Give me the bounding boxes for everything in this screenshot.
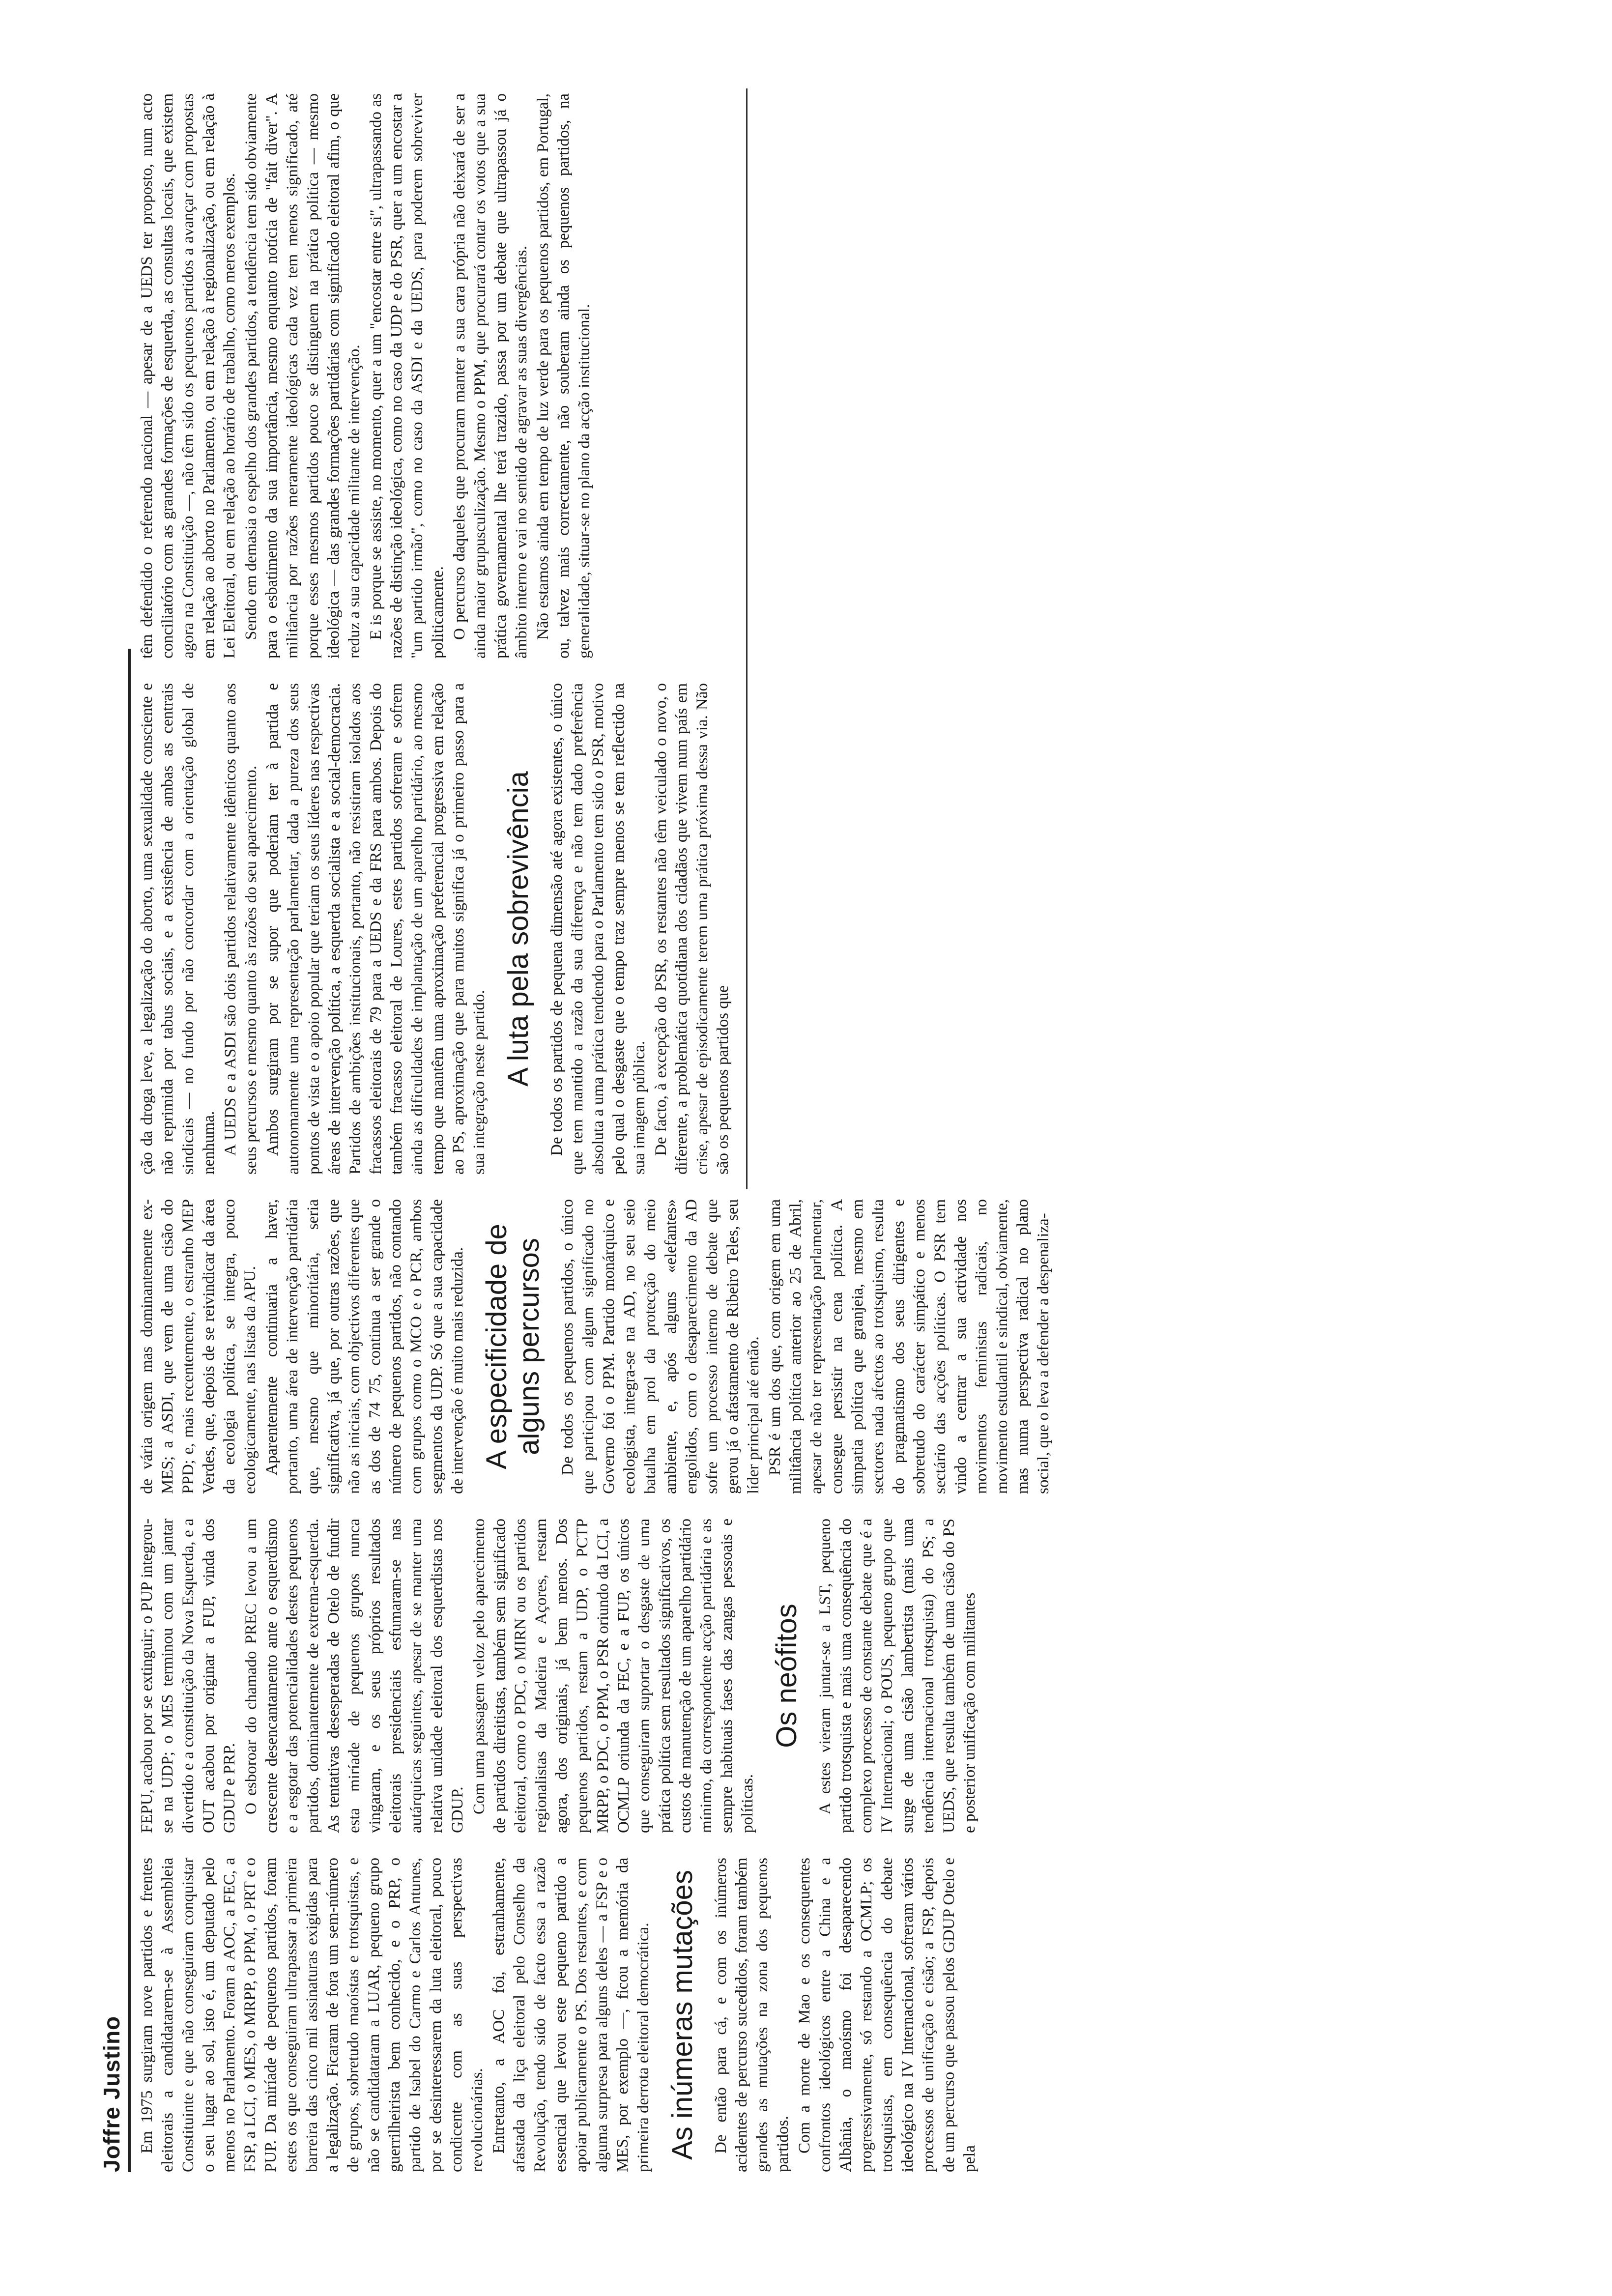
paragraph: têm defendido o referendo nacional — apesar de a UEDS ter proposto, num acto conciliatório com as grandes formações de esquerda, as consultas locais, que existem agora na Constituição —, não têm sido os pequenos partidos a avançar com propostas em relação ao aborto no Parlamento, ou em relação à regionalização, ou em relação à Lei Eleitoral, ou em relação ao horário de trabalho, como meros exemplos. [138,93,238,659]
paragraph: Não estamos ainda em tempo de luz verde para os pequenos partidos, em Portugal, ou, talvez mais correctamente, não souberam ainda os pequenos partidos, na generalidade, situar-se no plano da acção institucional. [534,93,593,659]
column-5 [137,93,756,659]
paragraph: Sendo em demasia o espelho dos grandes partidos, a tendência tem sido obviamente para o esbatimento da sua importância, mesmo enquanto notícia de "fait diver". A militância por razões meramente ideológicas cada vez tem menos significado, até porque esses mesmos partidos pouco se distinguem na prática política — mesmo ideológica — das grandes formações partidárias com significado eleitoral afim, o que reduz a sua capacidade militante de intervenção. [242,93,363,659]
heading-sobrevivencia: A luta pela sobrevivência [502,771,534,1087]
paragraph: Com uma passagem veloz pelo aparecimento de partidos direitistas, também sem significado eleitoral, como o PDC, o MIRN ou os partidos regionalistas da Madeira e Açores, restam agora, dos originais, já bem menos. Dos pequenos partidos, restam a UDP, o PCTP MRPP, o PDC, o PPM, o PSR oriundo da LCI, a OCMLP oriunda da FEC, e a FUP, os únicos que conseguiram suportar o desgaste de uma prática política sem resultados significativos, os custos de manutenção de um aparelho partidário mínimo, da correspondente acção partidária e as sempre habituais fases das zangas pessoais e políticas. [470,1519,756,1833]
heading-mutacoes: As inúmeras mutações [666,1870,698,2160]
paragraph: Com a morte de Mao e os consequentes confrontos ideológicos entre a China e a Albânia, o maoísmo foi desaparecendo progressivamente, só restando a OCMLP; os trotsquistas, em consequência do debate ideológico na IV Internacional, sofreram vários processos de unificação e cisão; a FSP, depois de um percurso que passou pelos GDUP Otelo e pela [796,1858,979,2172]
column-4 [137,683,741,1175]
paragraph: O esboroar do chamado PREC levou a um crescente desencantamento ante o esquerdismo e a esgotar das potencialidades destes pequenos partidos, dominantemente de extrema-esquerda. As tentativas desesperadas de Otelo de fundir esta miríade de pequenos grupos nunca vingaram, e os seus próprios resultados eleitorais presidenciais esfumaram-se nas autárquicas seguintes, apesar de se manter uma relativa unidade eleitoral dos esquerdistas nos GDUP. [242,1519,466,1833]
paragraph: Entretanto, a AOC foi, estranhamente, afastada da liça eleitoral pelo Conselho da Revolução, tendo sido de facto essa a razão essencial que levou este pequeno partido a apoiar publicamente o PS. Dos restantes, e com alguma surpresa para alguns deles — a FSP e o MES, por exemplo —, ficou a memória da primeira derrota eleitoral democrática. [490,1858,652,2172]
heading-neofitos: Os neófitos [771,1604,803,1748]
paragraph: de vária origem mas dominantemente ex-MES; a ASDI, que vem de uma cisão do PPD; e, mais recentemente, o estranho MEP Verdes, que, depois de se reivindicar da área da ecologia política, se integra, pouco ecologicamente, nas listas da APU. [138,1199,259,1494]
paragraph: Ambos surgiram por se supor que poderiam ter à partida e autonomamente uma representação parlamentar, dada a pureza dos seus pontos de vista e o apoio popular que teriam os seus líderes nas respectivas áreas de intervenção política, a esquerda socialista e a social-democracia. Partidos de ambições institucionais, portanto, não resistiram isolados aos fracassos eleitorais de 79 para a UEDS e da FRS para ambos. Depois do também fracasso eleitoral de Loures, estes partidos sofreram e sofrem ainda as dificuldades de implantação de um aparelho partidário, ao mesmo tempo que mantêm uma aproximação preferencial progressiva em relação ao PS, aproximação que para muitos significa já o primeiro passo para a sua integração neste partido. [264,683,488,1175]
column-3 [137,1199,1052,1494]
paragraph: E is porque se assiste, no momento, quer a um "encostar entre si", ultrapassando as razões de distinção ideológica, como no caso da UDP e do PSR, quer a um encostar a "um partido irmão", como no caso da ASDI e da UEDS, para poderem sobreviver politicamente. [367,93,447,659]
column-2 [137,1519,979,1833]
paragraph: A UEDS e a ASDI são dois partidos relativamente idênticos quanto aos seus percursos e mesmo quanto às razões do seu aparecimento. [222,683,260,1175]
paragraph: A estes vieram juntar-se a LST, pequeno partido trotsquista e mais uma consequência do complexo processo de constante debate que é a IV Internacional; o POUS, pequeno grupo que surge de uma cisão lambertista (mais uma tendência internacional trotsquista) do PS; a UEDS, que resulta também de uma cisão do PS e posterior unificação com militantes [816,1519,979,1833]
heading-especificidade: A especificidade de alguns percursos [481,1224,545,1469]
paragraph: PSR é um dos que, com origem em uma militância política anterior ao 25 de Abril, apesar de não ter representação parlamentar, consegue persistir na cena política. A simpatia política que granjeia, mesmo em sectores nada afectos ao trotsquismo, resulta do pragmatismo dos seus dirigentes e sobretudo do carácter simpático e menos sectário das acções políticas. O PSR tem vindo a centrar a sua actividade nos movimentos feministas radicais, no movimento estudantil e sindical, obviamente, mas numa perspectiva radical no plano social, que o leva a defender a despenaliza- [766,1199,1052,1494]
paragraph: FEPU, acabou por se extinguir; o PUP integrou-se na UDP; o MES terminou com um jantar divertido e a constituição da Nova Esquerda, e a OUT acabou por originar a FUP, vinda dos GDUP e PRP. [138,1519,238,1833]
paragraph: De então para cá, e com os inúmeros acidentes de percurso sucedidos, foram também grandes as mutações na zona dos pequenos partidos. [712,1858,792,2172]
paragraph: O percurso daqueles que procuram manter a sua cara própria não deixará de ser a ainda maior grupusculização. Mesmo o PPM, que procurará contar os votos que a sua prática governamental lhe terá trazido, passa por um debate que ultrapassou já o âmbito interno e vai no sentido de agravar as suas divergências. [451,93,530,659]
paragraph: De todos os partidos de pequena dimensão até agora existentes, o único que tem mantido a razão da sua diferença e não tem dado preferência absoluta a uma prática tendendo para o Parlamento tem sido o PSR, motivo pelo qual o desgaste que o tempo traz sempre menos se tem reflectido na sua imagem pública. [548,683,648,1175]
byline-rule [128,649,131,2172]
paragraph: ção da droga leve, a legalização do aborto, uma sexualidade consciente e não reprimida por tabus sociais, e a existência de ambas as centrais sindicais — no fundo por não concordar com a orientação global de nenhuma. [138,683,218,1175]
byline: Joffre Justino [99,2015,124,2172]
column-1 [137,1858,979,2172]
paragraph: Aparentemente continuaria a haver, portanto, uma área de intervenção partidária que, mesmo que minoritária, seria significativa, já que, por outras razões, que não as iniciais, com objectivos diferentes que as dos de 74 75, continua a ser grande o número de pequenos partidos, não contando com grupos como o MCO e o PCR, ambos segmentos da UDP. Só que a sua capacidade de intervenção é muito mais reduzida. [263,1199,466,1494]
paragraph: De todos os pequenos partidos, o único que participou com algum significado no Governo foi o PPM. Partido monárquico e ecologista, integra-se na AD, no seu seio batalha em prol da protecção do meio ambiente, e, após alguns «elefantes» engolidos, com o desaparecimento da AD sofre um processo interno de debate que gerou já o afastamento de Ribeiro Teles, seu líder principal até então. [559,1199,762,1494]
paragraph: Em 1975 surgiram nove partidos e frentes eleitorais a candidatarem-se à Assembleia Constituinte e que não conseguiram conquistar o seu lugar ao sol, isto é, um deputado pelo menos no Parlamento. Foram a AOC, a FEC, a FSP, a LCI, o MES, o MRPP, o PPM, o PRT e o PUP. Da miríade de pequenos partidos, foram estes os que conseguiram ultrapassar a primeira barreira das cinco mil assinaturas exigidas para a legalização. Ficaram de fora um sem-número de grupos, sobretudo maoístas e trotsquistas, e não se candidataram a LUAR, pequeno grupo guerrilheirista bem conhecido, e o PRP, o partido de Isabel do Carmo e Carlos Antunes, por se desinteressarem da luta eleitoral, pouco condicente com as suas perspectivas revolucionárias. [138,1858,486,2172]
paragraph: De facto, à excepção do PSR, os restantes não têm veiculado o novo, o diferente, a problemática quotidiana dos cidadãos que vivem num país em crise, apesar de episodicamente terem uma prática próxima dessa via. Não são os pequenos partidos que [652,683,732,1175]
article-rotated [99,79,1396,2172]
